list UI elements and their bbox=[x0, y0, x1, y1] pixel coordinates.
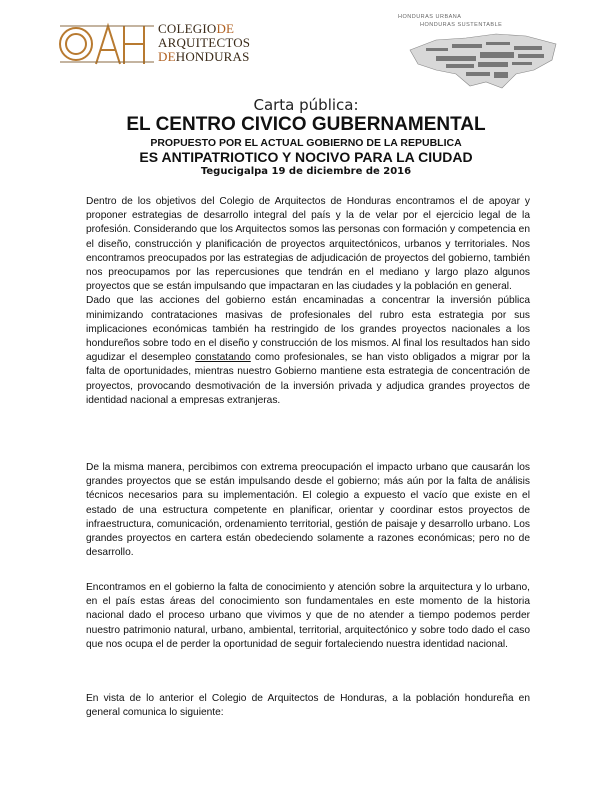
logo-text-honduras: HONDURAS bbox=[175, 49, 250, 64]
logo-text-arquitectos: ARQUITECTOS bbox=[158, 35, 251, 50]
subtitle: PROPUESTO POR EL ACTUAL GOBIERNO DE LA REPUBLICA bbox=[150, 137, 462, 149]
body-paragraph-4: Encontramos en el gobierno la falta de conocimiento y atención sobre la arquitectura y lo urbano, en el país estas áreas del conocimiento son fundamentales en este momento de la historia nacional dado el proceso urbano que vivimos y que de no atender a tiempo podemos perder nuestro patrimonio natural, urbano, ambiental, territorial, arquitectónico y sobre todo dado el caso que nos ocupa el de perder la oportunidad de seguir fortaleciendo nuestra identidad nacional. bbox=[86, 582, 530, 650]
paragraph-2-text-b: como profesionales, se han visto obligados a migrar por la falta de oportunidades, mientras nuestro Gobierno mantiene esta estrategia de concentración de proyectos, provocando desmotivación de la inversión privada y adjudica grandes proyectos de identidad nacional a empresas extranjeras. bbox=[86, 352, 530, 406]
paragraph-2-text-a: Dado que las acciones del gobierno están encaminadas a concentrar la inversión pública minimizando contrataciones masivas de profesionales del rubro esta estrategia por sus implicaciones económicas también ha restringido de los grandes proyectos nacionales a los hondureños sobre todo en el diseño y construcción de los mismos. Al final los resultados han sido agudizar el desempleo bbox=[86, 295, 530, 364]
honduras-urbana-logo bbox=[398, 14, 566, 94]
letter-type-heading: Carta pública: bbox=[253, 96, 359, 114]
paragraph-2-underlined-word: constatando bbox=[195, 352, 251, 364]
cah-logo bbox=[58, 14, 278, 70]
paragraph-1-text: Dentro de los objetivos del Colegio de Arquitectos de Honduras encontramos el de apoyar y proponer estrategias de desarrollo integral del país y la de velar por el ejercicio legal de la profesión. Considerando que los Arquitectos somos las personas con formación y competencia en el diseño, construcción y planificación de proyectos arquitectónicos, urbanos y territoriales. Nos encontramos preocupados por las estrategias de adjudicación de proyectos del gobierno, también nos preocupamos por las repercusiones que tendrán en el mediano y largo plazo algunos proyectos que se están impulsando que impactaran en las ciudades y la población en general. bbox=[86, 196, 530, 293]
right-logo-line2: HONDURAS SUSTENTABLE bbox=[420, 22, 503, 28]
body-paragraph-5: En vista de lo anterior el Colegio de Arquitectos de Honduras, a la población hondureña en general comunica lo siguiente: bbox=[86, 693, 530, 719]
logo-text-de2: DE bbox=[158, 49, 176, 64]
date-line: Tegucigalpa 19 de diciembre de 2016 bbox=[200, 166, 412, 177]
cah-logo-text bbox=[158, 22, 250, 64]
main-title: EL CENTRO CIVICO GUBERNAMENTAL bbox=[126, 114, 486, 135]
cah-monogram-icon bbox=[58, 20, 156, 68]
logo-text-de: DE bbox=[216, 21, 235, 36]
body-paragraph-1 bbox=[86, 195, 530, 408]
right-logo-line1: HONDURAS URBANA bbox=[398, 14, 462, 20]
honduras-map-wordcloud-icon bbox=[406, 30, 562, 92]
subtitle-2: ES ANTIPATRIOTICO Y NOCIVO PARA LA CIUDAD bbox=[139, 149, 473, 165]
logo-text-colegio: COLEGIO bbox=[158, 21, 217, 36]
body-paragraph-3: De la misma manera, percibimos con extrema preocupación el impacto urbano que causarán los grandes proyectos que se están impulsando desde el gobierno; más aún por la falta de análisis técnicos necesarios para su implementación. El colegio a expuesto el vacío que existe en el estado de una estructura competente en planificar, orientar y coordinar estos proyectos de infraestructura, comunicación, ordenamiento territorial, gestión de paisaje y desarrollo urbano. Los grandes proyectos en cartera están obedeciendo solamente a razones económicas; pero no de desarrollo. bbox=[86, 462, 530, 559]
